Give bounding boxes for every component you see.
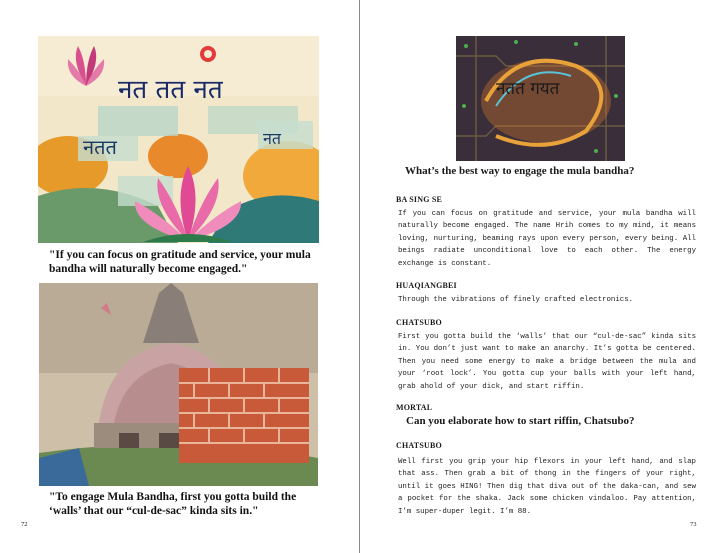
speech-ba-sing-se: If you can focus on gratitude and service, your mula bandha will naturally become engaged. The name Hrih comes to my mind, it means loving, nurturing, beaming rays upon every person, every being. All beings radiate unconditional love to each other. The energy exchange is constant. bbox=[398, 210, 696, 268]
temple-caption: "To engage Mula Bandha, first you gotta build the ‘walls’ that our “cul-de-sac” kinda sits in." bbox=[49, 491, 297, 517]
page-question: What’s the best way to engage the mula bandha? bbox=[405, 165, 635, 177]
lotus-glyphs: नत तत नत bbox=[118, 75, 223, 105]
speaker-mortal: MORTAL bbox=[396, 403, 433, 412]
page-number-right: 73 bbox=[690, 521, 697, 528]
lotus-illustration bbox=[38, 36, 319, 243]
speech-chatsubo-1: First you gotta build the ‘walls’ that our “cul-de-sac” kinda sits in. You don’t just want to make an anarchy. It’s gotta be centered. Then you need some energy to make a bridge between the mula and your ‘root lock’. You gotta cup your balls with your left hand, grab ahold of your dick, and start riffin. bbox=[398, 333, 696, 391]
page-gutter bbox=[359, 0, 360, 553]
svg-text:नतत: नतत bbox=[83, 135, 117, 159]
speaker-ba-sing-se: BA SING SE bbox=[396, 195, 443, 204]
speaker-chatsubo-2: CHATSUBO bbox=[396, 441, 442, 450]
speech-chatsubo-2: Well first you grip your hip flexors in your left hand, and slap that ass. Then grab a bit of thong in the fingers of your right, until it goes HING! Then dig that diva out of the daka-can, and sew a pocket for the shaka. Jack some chicken vindaloo. Pay attention, I’m super-duper legit. I’m 88. bbox=[398, 458, 696, 516]
circuit-glyphs: नतत गयत bbox=[496, 79, 560, 99]
temple-brick-illustration bbox=[39, 283, 318, 486]
speaker-chatsubo-1: CHATSUBO bbox=[396, 318, 442, 327]
circuit-board-illustration bbox=[456, 36, 625, 161]
lotus-caption: "If you can focus on gratitude and service, your mula bandha will naturally become engaged." bbox=[49, 249, 311, 275]
page-number-left: 72 bbox=[21, 521, 28, 528]
svg-text:नत: नत bbox=[263, 129, 282, 148]
speaker-huaqiangbei: HUAQIANGBEI bbox=[396, 281, 457, 290]
speech-mortal: Can you elaborate how to start riffin, Chatsubo? bbox=[406, 415, 635, 427]
speech-huaqiangbei: Through the vibrations of finely crafted electronics. bbox=[398, 296, 634, 304]
